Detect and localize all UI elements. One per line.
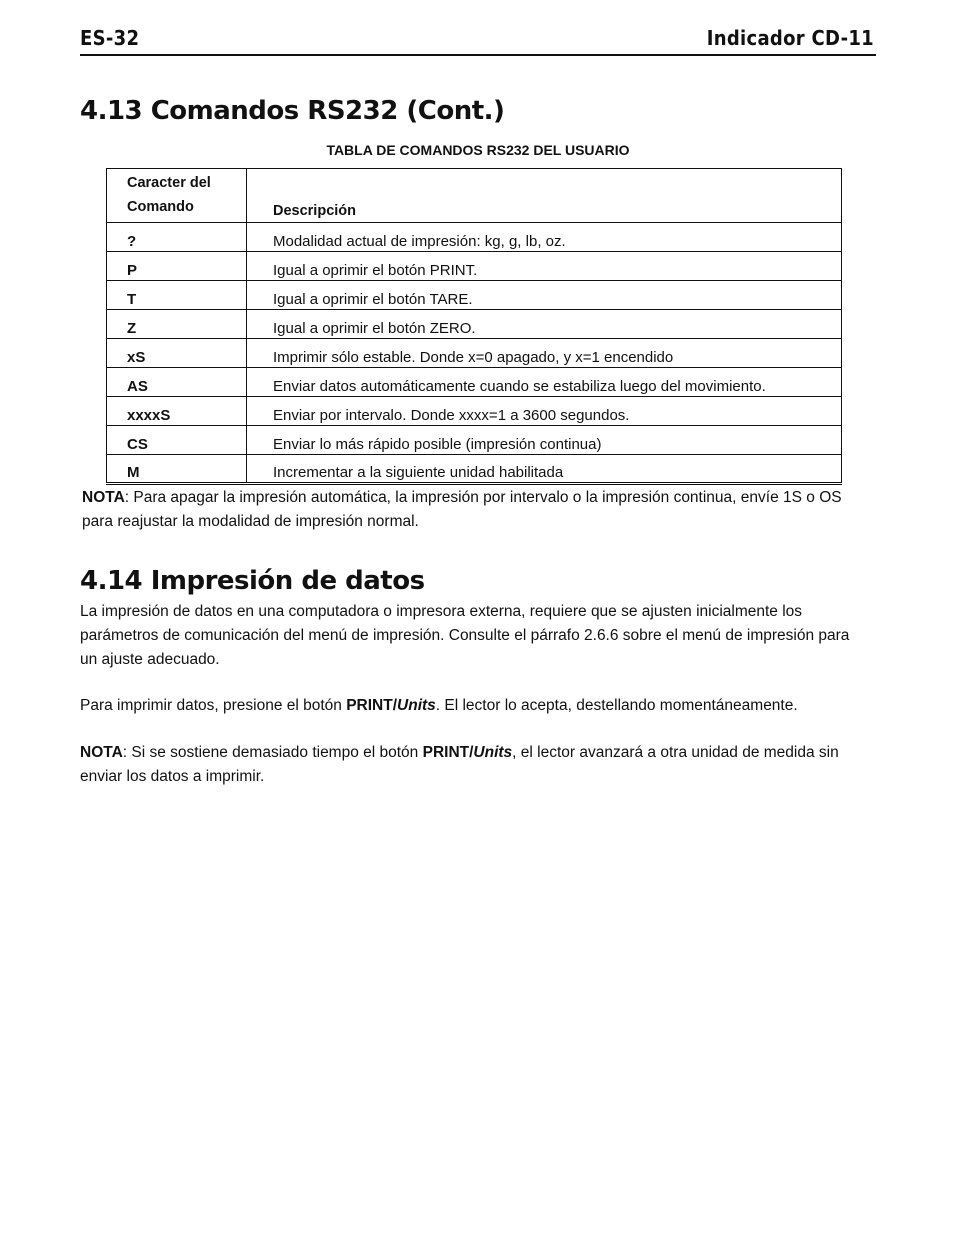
column-header-command-line1: Caracter del: [127, 175, 211, 191]
description-cell: Igual a oprimir el botón PRINT.: [247, 252, 842, 281]
table-row: [107, 368, 842, 397]
para2-text-after: . El lector lo acepta, destellando momentáneamente.: [435, 697, 798, 714]
description-cell: Enviar datos automáticamente cuando se estabiliza luego del movimiento.: [247, 368, 842, 397]
units-button-label: Units: [397, 697, 436, 714]
table-row: [107, 310, 842, 339]
print-button-label: PRINT/: [346, 697, 398, 714]
paragraph-intro: La impresión de datos en una computadora o impresora externa, requiere que se ajusten inicialmente los parámetros de comunicación del menú de impresión. Consulte el párrafo 2.6.6 sobre el menú de impresión para un ajuste adecuado.: [80, 603, 850, 668]
rs232-command-table: [106, 168, 842, 485]
description-cell: Enviar lo más rápido posible (impresión continua): [247, 426, 842, 455]
command-cell: xxxxS: [107, 397, 247, 426]
print-button-label: PRINT/: [422, 744, 474, 761]
page-header: [80, 26, 876, 56]
column-header-command-line2: Comando: [127, 199, 194, 215]
table-row: [107, 223, 842, 252]
paragraph-print-instructions: [80, 694, 876, 718]
units-button-label: Units: [473, 744, 513, 761]
description-cell: Modalidad actual de impresión: kg, g, lb, oz.: [247, 223, 842, 252]
para2-text-before: Para imprimir datos, presione el botón: [80, 697, 347, 714]
section-title-4-14: 4.14 Impresión de datos: [80, 566, 425, 596]
command-cell: T: [107, 281, 247, 310]
table-row: [107, 397, 842, 426]
command-cell: xS: [107, 339, 247, 368]
column-header-description: Descripción: [247, 169, 842, 223]
paragraph-note: [80, 741, 872, 789]
description-cell: Igual a oprimir el botón TARE.: [247, 281, 842, 310]
command-cell: ?: [107, 223, 247, 252]
table-row: [107, 339, 842, 368]
command-cell: P: [107, 252, 247, 281]
document-title: Indicador CD-11: [706, 26, 874, 50]
table-row: [107, 281, 842, 310]
table-row: [107, 426, 842, 455]
note-label: NOTA: [82, 489, 125, 506]
note-text-before: : Si se sostiene demasiado tiempo el botón: [122, 744, 423, 761]
description-cell: Imprimir sólo estable. Donde x=0 apagado, y x=1 encendido: [247, 339, 842, 368]
description-cell: Igual a oprimir el botón ZERO.: [247, 310, 842, 339]
command-cell: M: [107, 455, 247, 484]
note-text: : Para apagar la impresión automática, la impresión por intervalo o la impresión continua, envíe 1S o OS para reajustar la modalidad de impresión normal.: [82, 489, 842, 530]
table-header-row: [107, 169, 842, 223]
command-cell: AS: [107, 368, 247, 397]
description-cell: Enviar por intervalo. Donde xxxx=1 a 3600 segundos.: [247, 397, 842, 426]
table-row: [107, 455, 842, 484]
page-number: ES-32: [80, 26, 140, 50]
description-cell: Incrementar a la siguiente unidad habilitada: [247, 455, 842, 484]
section-title-4-13: 4.13 Comandos RS232 (Cont.): [80, 96, 505, 126]
command-cell: CS: [107, 426, 247, 455]
note-label: NOTA: [80, 744, 123, 761]
command-cell: Z: [107, 310, 247, 339]
table-note: [82, 486, 876, 534]
table-title: TABLA DE COMANDOS RS232 DEL USUARIO: [326, 142, 630, 158]
column-header-command: [107, 169, 247, 223]
note-text-after: , el lector avanzará a otra unidad de medida sin enviar los datos a imprimir.: [80, 744, 839, 785]
table-row: [107, 252, 842, 281]
